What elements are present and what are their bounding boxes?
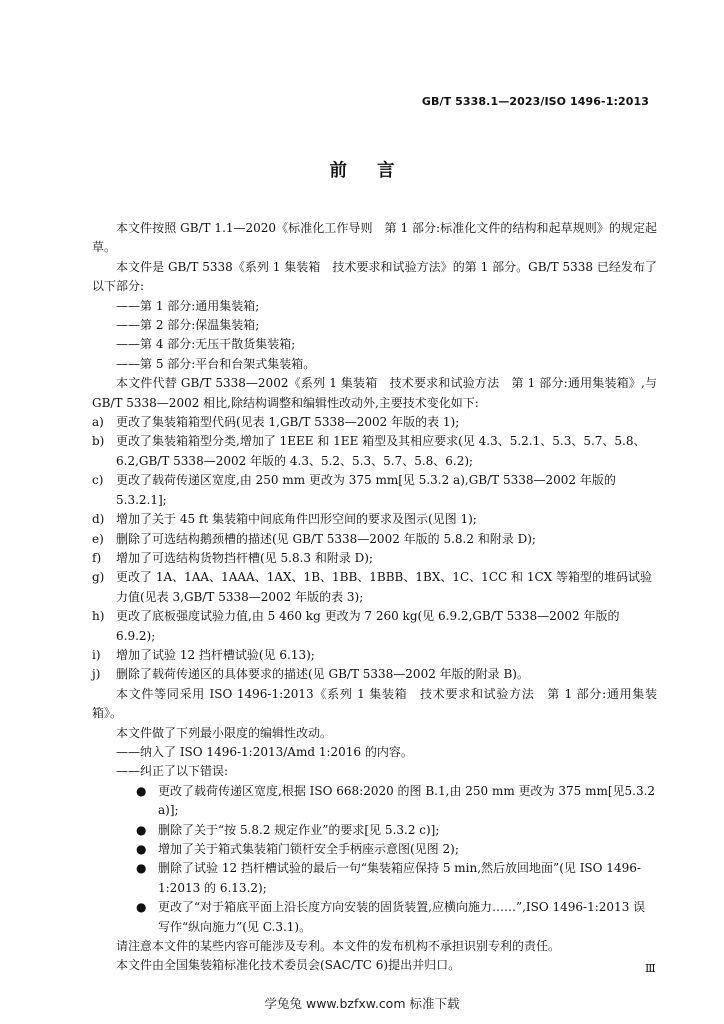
- paragraph-committee: 本文件由全国集装箱标准化技术委员会(SAC/TC 6)提出并归口。: [116, 958, 461, 973]
- change-item-mark: j): [92, 667, 101, 682]
- correction-text: 删除了试验 12 挡杆槽试验的最后一句“集装箱应保持 5 min,然后放回地面”(见 ISO 1496-1:2013 的 6.13.2);: [158, 861, 641, 895]
- page-title: 前言: [329, 161, 425, 181]
- standard-number: GB/T 5338.1—2023/ISO 1496-1:2013: [421, 95, 649, 108]
- bullet-icon: ●: [136, 842, 147, 856]
- change-item-text: 更改了集装箱箱型分类,增加了 1EEE 和 1EE 箱型及其相应要求(见 4.3、5.2.1、5.3、5.7、5.8、6.2,GB/T 5338—2002 年版的 4.3、5.2、5.3、5.7、5.8、6.2);: [116, 434, 646, 468]
- correction-text: 删除了关于“按 5.8.2 规定作业”的要求[见 5.3.2 c)];: [158, 822, 440, 837]
- change-item-text: 更改了载荷传递区宽度,由 250 mm 更改为 375 mm[见 5.3.2 a),GB/T 5338—2002 年版的 5.3.2.1];: [116, 473, 616, 507]
- change-item-mark: b): [92, 434, 105, 449]
- bullet-icon: ●: [136, 861, 147, 876]
- correction-item: [92, 898, 657, 937]
- change-item-text: 删除了载荷传递区的具体要求的描述(见 GB/T 5338—2002 年版的附录 B)。: [116, 667, 529, 682]
- page-number: Ⅲ: [645, 962, 656, 975]
- change-item-mark: i): [92, 647, 101, 662]
- part-list-item: ——第 1 部分:通用集装箱;: [116, 298, 260, 313]
- document-body: [92, 219, 657, 976]
- change-item: [92, 530, 657, 549]
- paragraph-series-info: 本文件是 GB/T 5338《系列 1 集装箱 技术要求和试验方法》的第 1 部分。GB/T 5338 已经发布了以下部分:: [92, 259, 657, 294]
- change-item-mark: h): [92, 609, 105, 624]
- paragraph-replaces: 本文件代替 GB/T 5338—2002《系列 1 集装箱 技术要求和试验方法 第 1 部分:通用集装箱》,与 GB/T 5338—2002 相比,除结构调整和编辑性改动外,主要技术变化如下:: [92, 376, 657, 410]
- change-item: [92, 413, 657, 432]
- change-item-mark: g): [92, 570, 105, 585]
- change-item-text: 增加了关于 45 ft 集装箱中间底角件凹形空间的要求及图示(见图 1);: [116, 512, 477, 527]
- part-list-item: ——第 5 部分:平台和台架式集装箱。: [116, 356, 316, 371]
- change-item-text: 更改了底板强度试验力值,由 5 460 kg 更改为 7 260 kg(见 6.9.2,GB/T 5338—2002 年版的 6.9.2);: [116, 609, 620, 643]
- correction-text: 更改了载荷传递区宽度,根据 ISO 668:2020 的图 B.1,由 250 mm 更改为 375 mm[见5.3.2 a)];: [158, 783, 656, 818]
- part-list-item: ——第 4 部分:无压干散货集装箱;: [116, 337, 296, 352]
- correction-item: [92, 840, 657, 859]
- editorial-item: ——纠正了以下错误:: [116, 764, 229, 779]
- correction-item: [92, 859, 657, 898]
- paragraph-drafting-rules: 本文件按照 GB/T 1.1—2020《标准化工作导则 第 1 部分:标准化文件的结构和起草规则》的规定起草。: [92, 221, 657, 255]
- change-item-mark: e): [92, 531, 104, 546]
- watermark-footer: 学兔兔 www.bzfxw.com 标准下载: [264, 996, 460, 1011]
- correction-text: 更改了“对于箱底平面上沿长度方向安装的固货装置,应横向施力……”,ISO 1496-1:2013 误写作“纵向施力”(见 C.3.1)。: [158, 900, 646, 934]
- correction-item: [92, 782, 657, 821]
- part-list-item: ——第 2 部分:保温集装箱;: [116, 318, 260, 333]
- change-item-mark: f): [92, 550, 102, 565]
- change-item: [92, 665, 657, 684]
- change-item: [92, 432, 657, 471]
- bullet-icon: ●: [136, 783, 147, 798]
- bullet-icon: ●: [136, 822, 147, 837]
- change-item-text: 更改了集装箱箱型代码(见表 1,GB/T 5338—2002 年版的表 1);: [116, 415, 460, 430]
- change-item: [92, 510, 657, 529]
- change-item-mark: d): [92, 512, 105, 527]
- paragraph-adoption: 本文件等同采用 ISO 1496-1:2013《系列 1 集装箱 技术要求和试验方法 第 1 部分:通用集装箱》。: [92, 686, 657, 721]
- change-item: [92, 607, 657, 646]
- editorial-item: ——纳入了 ISO 1496-1:2013/Amd 1:2016 的内容。: [116, 744, 413, 759]
- change-item: [92, 568, 657, 607]
- bullet-icon: ●: [136, 900, 147, 915]
- correction-item: [92, 821, 657, 840]
- change-item-text: 更改了 1A、1AA、1AAA、1AX、1B、1BB、1BBB、1BX、1C、1CC 和 1CX 等箱型的堆码试验力值(见表 3,GB/T 5338—2002 年版的表 3);: [116, 570, 652, 604]
- change-item-text: 删除了可选结构鹅颈槽的描述(见 GB/T 5338—2002 年版的 5.8.2 和附录 D);: [116, 531, 536, 546]
- change-item-mark: c): [92, 473, 104, 488]
- change-item: [92, 646, 657, 665]
- change-item: [92, 471, 657, 510]
- change-item-mark: a): [92, 415, 104, 430]
- correction-text: 增加了关于箱式集装箱门锁杆安全手柄座示意图(见图 2);: [158, 842, 459, 856]
- change-item-text: 增加了可选结构货物挡杆槽(见 5.8.3 和附录 D);: [116, 550, 374, 565]
- change-item: [92, 549, 657, 568]
- paragraph-editorial: 本文件做了下列最小限度的编辑性改动。: [116, 725, 333, 740]
- paragraph-patent-notice: 请注意本文件的某些内容可能涉及专利。本文件的发布机构不承担识别专利的责任。: [116, 939, 561, 954]
- change-item-text: 增加了试验 12 挡杆槽试验(见 6.13);: [116, 647, 315, 662]
